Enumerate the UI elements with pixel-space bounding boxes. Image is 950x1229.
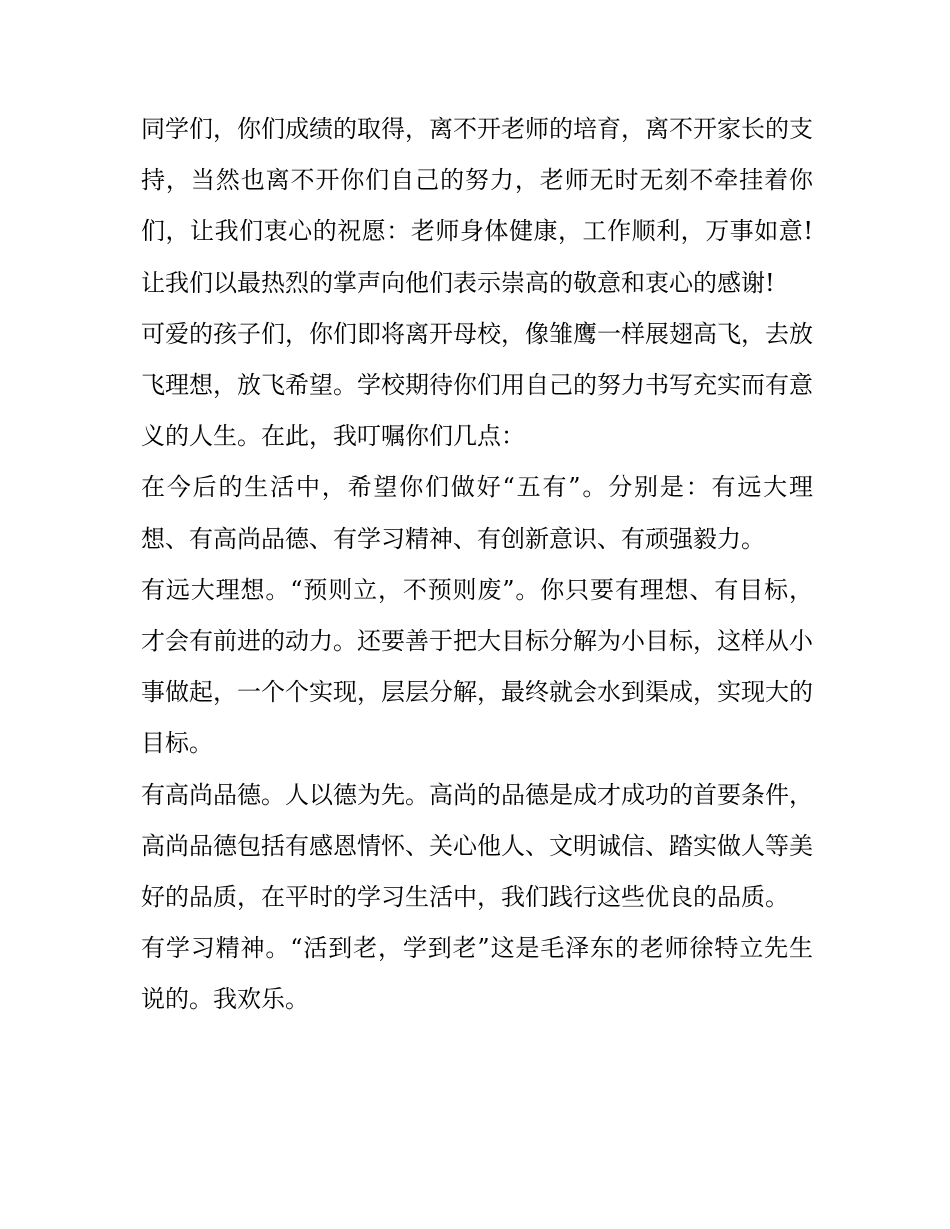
paragraph-farewell: 可爱的孩子们，你们即将离开母校，像雏鹰一样展翅高飞，去放飞理想，放飞希望。学校期待你们用自己的努力书写充实而有意义的人生。在此，我叮嘱你们几点： — [141, 319, 813, 451]
paragraph-morality: 有高尚品德。人以德为先。高尚的品德是成才成功的首要条件，高尚品德包括有感恩情怀、关心他人、文明诚信、踏实做人等美好的品质，在平时的学习生活中，我们践行这些优良的品质。 — [141, 780, 813, 912]
paragraph-learning: 有学习精神。“活到老，学到老”这是毛泽东的老师徐特立先生说的。我欢乐。 — [141, 934, 813, 1014]
paragraph-ideals: 有远大理想。“预则立，不预则废”。你只要有理想、有目标，才会有前进的动力。还要善于把大目标分解为小目标，这样从小事做起，一个个实现，层层分解，最终就会水到渠成，实现大的目标。 — [141, 575, 813, 758]
paragraph-five-haves: 在今后的生活中，希望你们做好“五有”。分别是：有远大理想、有高尚品德、有学习精神、有创新意识、有顽强毅力。 — [141, 473, 813, 553]
paragraph-gratitude: 同学们，你们成绩的取得，离不开老师的培育，离不开家长的支持，当然也离不开你们自己的努力，老师无时无刻不牵挂着你们，让我们衷心的祝愿：老师身体健康，工作顺利，万事如意!让我们以最热烈的掌声向他们表示崇高的敬意和衷心的感谢! — [141, 115, 813, 297]
document-body — [141, 104, 813, 1026]
